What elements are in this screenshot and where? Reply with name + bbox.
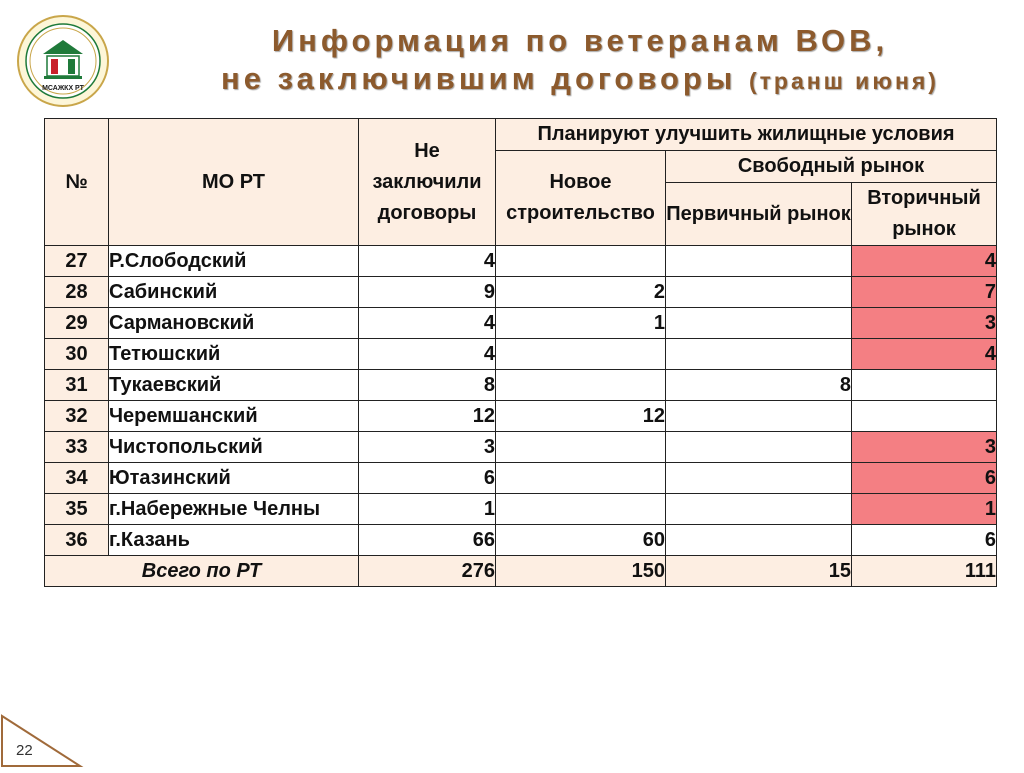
corner-triangle-icon [0,714,84,768]
row-new-build: 1 [496,308,666,339]
row-secondary: 7 [852,277,997,308]
row-not-signed: 6 [359,463,496,494]
title-line-2 [150,60,1010,100]
row-secondary: 4 [852,339,997,370]
row-new-build [496,463,666,494]
row-secondary: 3 [852,432,997,463]
table-row [45,277,997,308]
page-number: 22 [16,742,33,759]
table-row [45,432,997,463]
total-secondary: 111 [852,556,997,587]
row-secondary [852,370,997,401]
row-primary [666,432,852,463]
table-row [45,308,997,339]
row-num: 28 [45,277,109,308]
table-row [45,246,997,277]
row-mo: Тукаевский [109,370,359,401]
row-not-signed: 66 [359,525,496,556]
row-mo: Чистопольский [109,432,359,463]
title-line-2-main: не заключившим договоры [221,61,737,96]
table-row [45,525,997,556]
ministry-logo [16,14,110,108]
row-num: 34 [45,463,109,494]
title-line-1: Информация по ветеранам ВОВ, [271,23,889,58]
row-not-signed: 8 [359,370,496,401]
header-num: № [45,119,109,246]
row-primary [666,277,852,308]
header-plan: Планируют улучшить жилищные условия [496,119,997,151]
row-num: 27 [45,246,109,277]
row-primary: 8 [666,370,852,401]
table-row [45,463,997,494]
row-secondary: 1 [852,494,997,525]
header-new-build: Новое строительство [496,151,666,246]
header-primary: Первичный рынок [666,183,852,246]
row-mo: г.Набережные Челны [109,494,359,525]
row-secondary: 4 [852,246,997,277]
row-not-signed: 12 [359,401,496,432]
row-primary [666,463,852,494]
row-new-build [496,370,666,401]
row-mo: Тетюшский [109,339,359,370]
row-new-build: 60 [496,525,666,556]
row-num: 29 [45,308,109,339]
row-new-build: 2 [496,277,666,308]
row-mo: Сабинский [109,277,359,308]
total-new-build: 150 [496,556,666,587]
row-not-signed: 1 [359,494,496,525]
row-not-signed: 3 [359,432,496,463]
row-secondary: 6 [852,463,997,494]
row-new-build: 12 [496,401,666,432]
total-not-signed: 276 [359,556,496,587]
row-mo: г.Казань [109,525,359,556]
row-new-build [496,246,666,277]
row-primary [666,339,852,370]
row-new-build [496,339,666,370]
page-title [150,22,1010,100]
row-mo: Р.Слободский [109,246,359,277]
table-row [45,339,997,370]
row-not-signed: 4 [359,308,496,339]
row-primary [666,525,852,556]
row-new-build [496,494,666,525]
row-num: 31 [45,370,109,401]
row-secondary: 6 [852,525,997,556]
total-row [45,556,997,587]
row-num: 36 [45,525,109,556]
row-not-signed: 9 [359,277,496,308]
row-num: 33 [45,432,109,463]
header-not-signed: Не заключили договоры [359,119,496,246]
veterans-table [44,118,997,587]
table-row [45,370,997,401]
header-secondary: Вторичный рынок [852,183,997,246]
row-primary [666,308,852,339]
row-primary [666,246,852,277]
row-secondary: 3 [852,308,997,339]
title-line-2-sub: (транш июня) [748,68,939,94]
row-not-signed: 4 [359,339,496,370]
row-num: 32 [45,401,109,432]
table-row [45,401,997,432]
row-num: 30 [45,339,109,370]
row-secondary [852,401,997,432]
header-free-market: Свободный рынок [666,151,997,183]
total-label: Всего по РТ [45,556,359,587]
total-primary: 15 [666,556,852,587]
row-mo: Черемшанский [109,401,359,432]
logo-caption: МСАЖКХ РТ [42,85,84,92]
row-primary [666,401,852,432]
row-mo: Сармановский [109,308,359,339]
row-not-signed: 4 [359,246,496,277]
row-mo: Ютазинский [109,463,359,494]
row-num: 35 [45,494,109,525]
header-mo: МО РТ [109,119,359,246]
row-new-build [496,432,666,463]
row-primary [666,494,852,525]
table-row [45,494,997,525]
